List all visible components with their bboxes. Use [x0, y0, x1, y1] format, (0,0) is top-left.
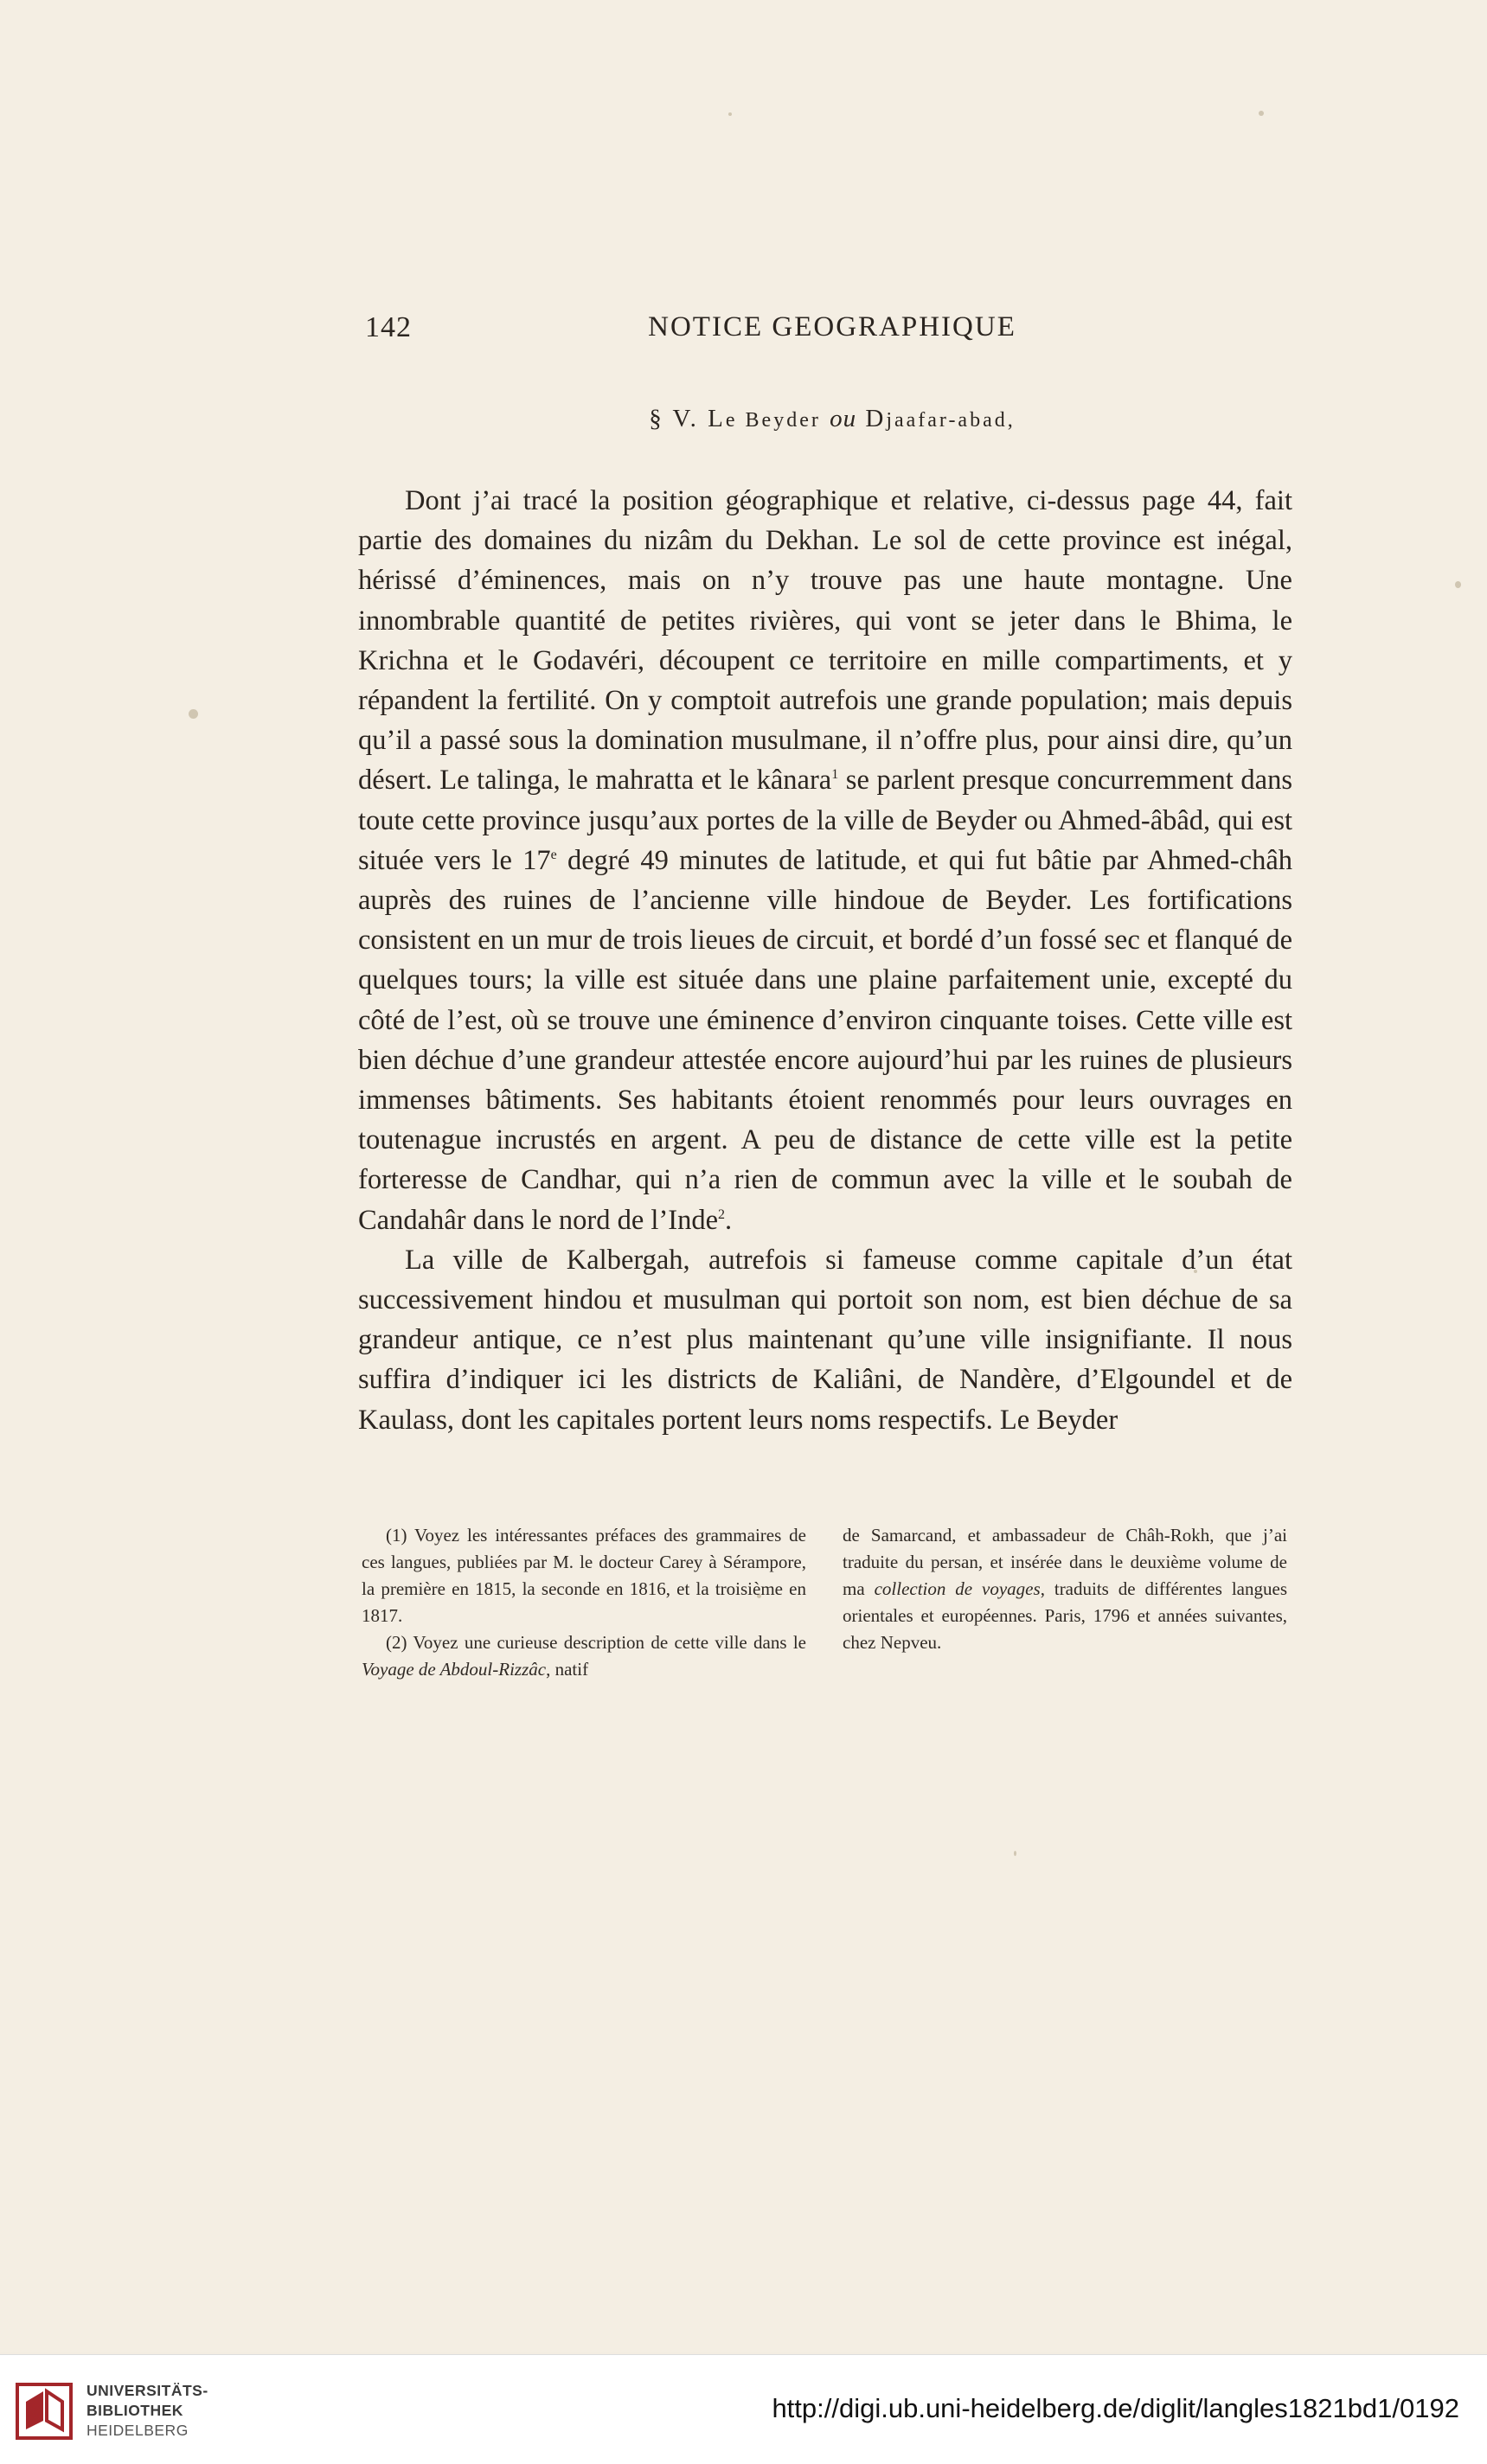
footnote-text: , traduits de différentes langues orientales et européennes. Paris, 1796 et années suivantes, chez Nepveu. — [843, 1578, 1287, 1653]
library-name — [87, 2381, 208, 2441]
main-text — [358, 481, 1292, 1440]
paper-speck — [189, 709, 198, 719]
library-name-line: HEIDELBERG — [87, 2422, 189, 2439]
ordinal-superscript: e — [550, 847, 557, 862]
page-header — [365, 311, 1299, 355]
library-name-line: BIBLIOTHEK — [87, 2402, 183, 2419]
section-alt-initial: D — [865, 405, 887, 432]
paragraph — [358, 481, 1292, 1240]
library-name-line: UNIVERSITÄTS- — [87, 2382, 208, 2399]
paper-speck — [728, 112, 732, 116]
footnotes — [362, 1522, 1287, 1683]
library-logo-icon — [16, 2383, 73, 2440]
paragraph: La ville de Kalbergah, autrefois si fameuse comme capitale d’un état successivement hindou et musulman qui portoit son nom, est bien déchue de sa grandeur antique, ce n’est plus maintenant qu’une ville insignifiante. Il nous suffira d’indiquer ici les districts de Kaliâni, de Nandère, d’Elgoundel et de Kaulass, dont les capitales portent leurs noms respectifs. Le Beyder — [358, 1244, 1292, 1436]
section-connector: ou — [830, 405, 857, 432]
footnote-column-left — [362, 1522, 806, 1683]
paragraph-text: . — [725, 1204, 733, 1236]
footnote-text: (2) Voyez une curieuse description de cette ville dans le — [386, 1632, 806, 1653]
paragraph-text: Dont j’ai tracé la position géographique et relative, ci-dessus page 44, fait partie des domaines du nizâm du Dekhan. Le sol de cette province est inégal, hérissé d’éminences, mais on n’y trouve pas une haute montagne. Une innombrable quantité de petites rivières, qui vont se jeter dans le Bhima, le Krichna et le Godavéri, découpent ce territoire en mille compartiments, et y répandent la fertilité. On y comptoit autrefois une grande population; mais depuis qu’il a passé sous la domination musulmane, il n’offre plus, pour ainsi dire, qu’un désert. Le talinga, le mahratta et le kânara — [358, 485, 1292, 797]
footnote-text: de Samarcand, et ambassadeur de Châh-Rokh, que j’ai traduite du persan, et insérée dans le deuxième volume de ma — [843, 1525, 1287, 1599]
footnote-2 — [362, 1629, 806, 1683]
footnote-2-continued — [843, 1522, 1287, 1656]
section-prefix: § V. L — [649, 405, 726, 432]
footnote-title: collection de voyages — [874, 1578, 1041, 1599]
paper-speck — [1455, 581, 1461, 588]
footnote-title: Voyage de Abdoul-Rizzâc — [362, 1659, 547, 1680]
source-url-link[interactable]: http://digi.ub.uni-heidelberg.de/diglit/langles1821bd1/0192 — [772, 2393, 1459, 2423]
section-name-rest: e Beyder — [725, 409, 821, 432]
footnote-ref: 2 — [718, 1206, 726, 1222]
section-alt-rest: jaafar-abad, — [886, 409, 1016, 432]
footnote-column-right — [843, 1522, 1287, 1683]
page-number: 142 — [365, 311, 412, 343]
footnote-text: , natif — [546, 1659, 589, 1680]
paragraph-text: se parlent presque concurremment dans toute cette province jusqu’aux portes de la ville de Beyder ou Ahmed-âbâd, qui est située vers le 17 — [358, 765, 1292, 876]
running-title: NOTICE GEOGRAPHIQUE — [648, 311, 1016, 342]
section-heading — [365, 405, 1299, 433]
paper-speck — [1259, 111, 1264, 116]
paper-speck — [1014, 1851, 1016, 1856]
library-footer — [0, 2354, 1487, 2464]
footnote-ref: 1 — [831, 767, 839, 783]
paragraph-text: degré 49 minutes de latitude, et qui fut bâtie par Ahmed-châh auprès des ruines de l’ancienne ville hindoue de Beyder. Les fortifications consistent en un mur de trois lieues de circuit, et bordé d’un fossé sec et flanqué de quelques tours; la ville est située dans une plaine parfaitement unie, excepté du côté de l’est, où se trouve une éminence d’environ cinquante toises. Cette ville est bien déchue d’une grandeur attestée encore aujourd’hui par les ruines de plusieurs immenses bâtiments. Ses habitants étoient renommés pour leurs ouvrages en toutenague incrustés en argent. A peu de distance de cette ville est la petite forteresse de Candhar, qui n’a rien de commun avec la ville et le soubah de Candahâr dans le nord de l’Inde — [358, 844, 1292, 1236]
footnote-1: (1) Voyez les intéressantes préfaces des grammaires de ces langues, publiées par M. le docteur Carey à Sérampore, la première en 1815, la seconde en 1816, et la troisième en 1817. — [362, 1525, 806, 1626]
